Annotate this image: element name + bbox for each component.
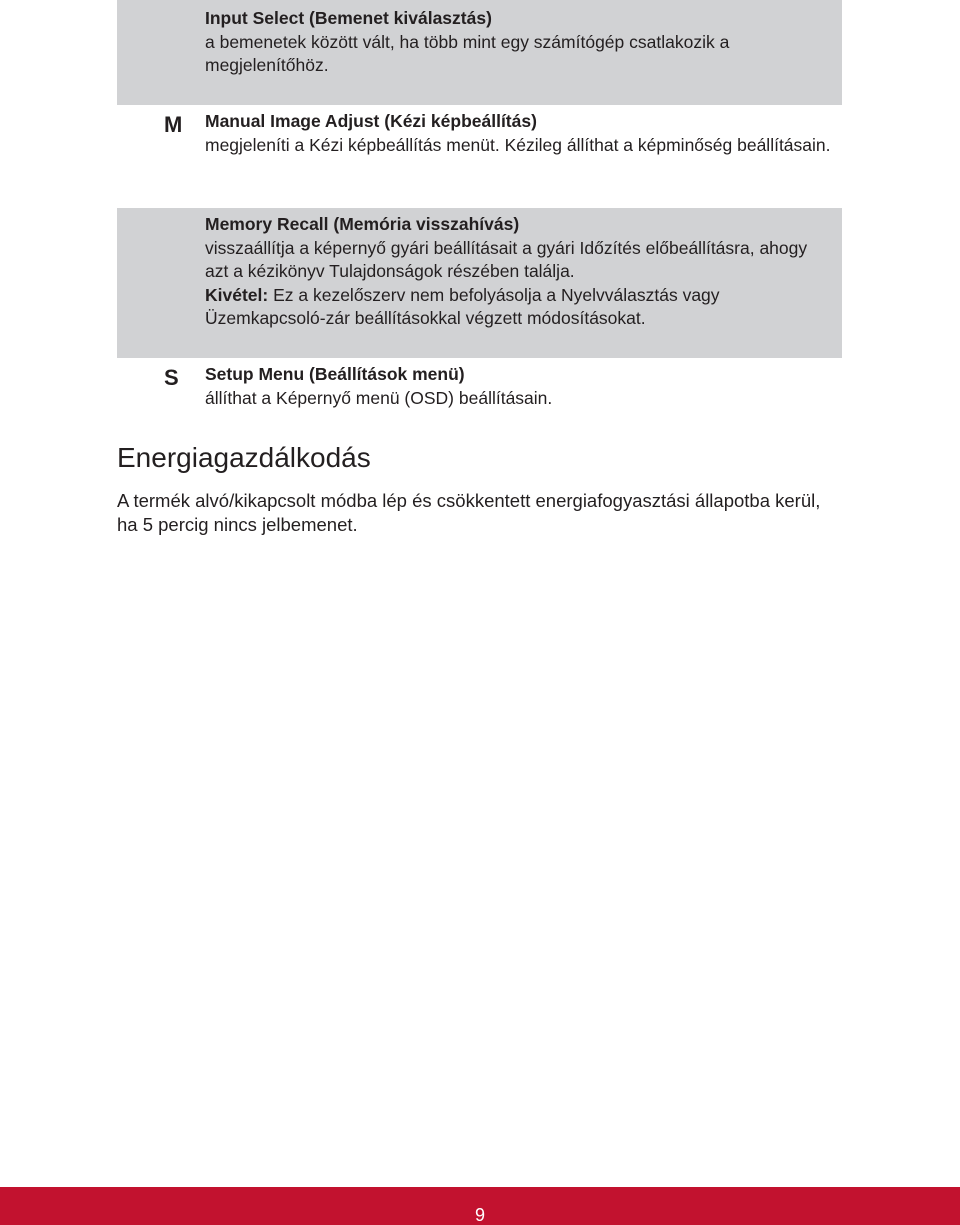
- entry-title: Input Select (Bemenet kiválasztás): [205, 8, 492, 28]
- entry-description: visszaállítja a képernyő gyári beállításait a gyári Időzítés előbeállításra, ahogy azt a kézikönyv Tulajdonságok részében találja.: [205, 237, 808, 281]
- entry-title: Manual Image Adjust (Kézi képbeállítás): [205, 111, 537, 131]
- note-label: Kivétel:: [205, 284, 269, 305]
- menu-entry-memory-recall: [117, 208, 842, 358]
- entry-title: Memory Recall (Memória visszahívás): [205, 214, 520, 234]
- entry-description: megjeleníti a Kézi képbeállítás menüt. Kézileg állíthat a képminőség beállításain.: [205, 134, 831, 155]
- menu-entry-setup-menu: [117, 358, 842, 418]
- section-paragraph: A termék alvó/kikapcsolt módba lép és csökkentett energiafogyasztási állapotba kerül, ha 5 percig nincs jelbemenet.: [117, 490, 821, 535]
- note-text: Ez a kezelőszerv nem befolyásolja a Nyelvválasztás vagy Üzemkapcsoló-zár beállításokkal végzett módosításokat.: [205, 284, 720, 328]
- entry-body: [205, 7, 832, 78]
- entry-note: [205, 284, 832, 331]
- entry-index-letter: S: [164, 365, 179, 390]
- page-number: 9: [474, 1205, 485, 1225]
- section-heading: Energiagazdálkodás: [117, 442, 371, 473]
- entry-body: [205, 213, 832, 331]
- entry-description: a bemenetek között vált, ha több mint egy számítógép csatlakozik a megjelenítőhöz.: [205, 31, 730, 75]
- entry-index-letter: M: [164, 112, 183, 137]
- menu-entry-input-select: [117, 0, 842, 105]
- entry-body: [205, 110, 832, 157]
- entry-description: állíthat a Képernyő menü (OSD) beállításain.: [205, 387, 553, 408]
- entry-body: [205, 363, 832, 410]
- entry-title: Setup Menu (Beállítások menü): [205, 364, 465, 384]
- menu-entry-manual-image-adjust: [117, 105, 842, 208]
